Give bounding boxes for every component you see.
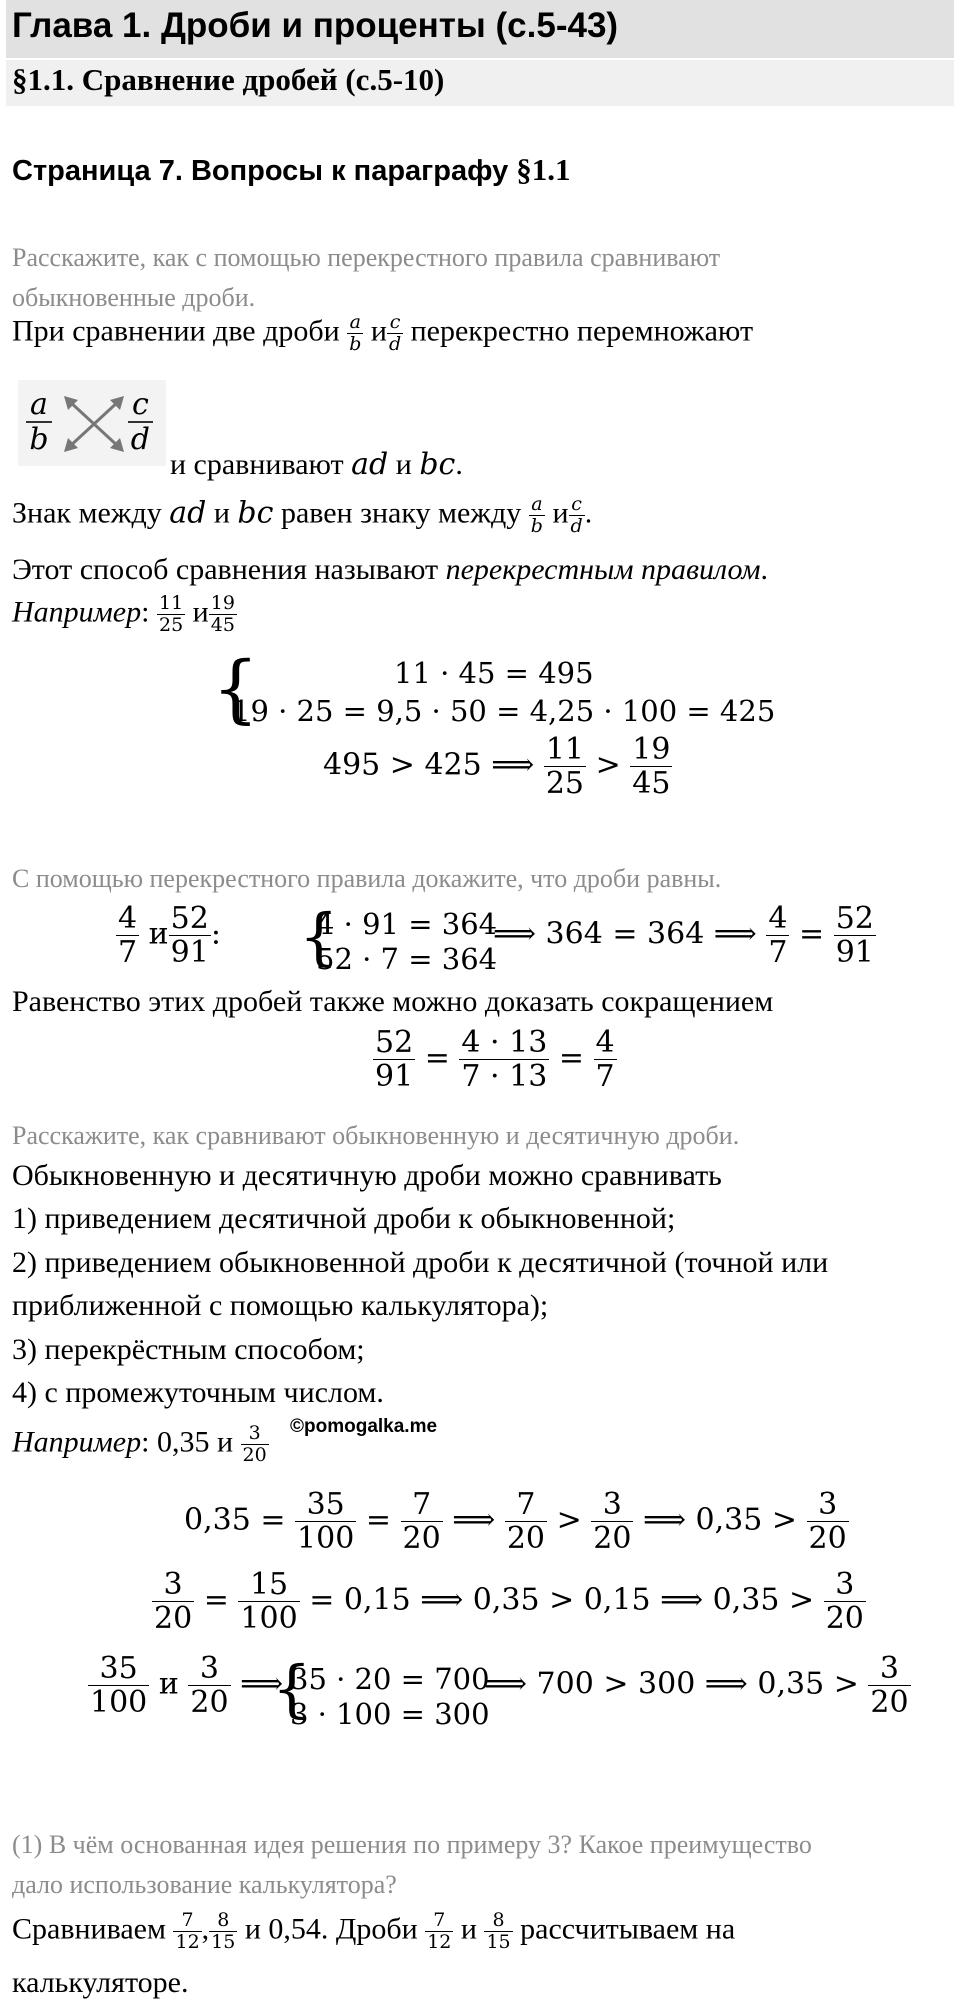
fraction-den: 12 xyxy=(427,1930,452,1953)
fraction-num: c xyxy=(128,388,153,423)
fraction-num: 7 xyxy=(401,1488,443,1522)
q4-text-a: Сравниваем xyxy=(12,1912,174,1946)
fraction-num: 19 xyxy=(210,592,235,614)
fraction-num: 3 xyxy=(188,1652,230,1686)
fraction-c-d xyxy=(387,312,403,355)
reduction-eq-1: = xyxy=(424,1040,450,1076)
system-2-line-1: 4 · 91 = 364 xyxy=(316,907,498,941)
fraction-den: d xyxy=(570,514,583,537)
fraction-7-20 xyxy=(505,1488,547,1555)
product-ad: ad xyxy=(169,495,207,531)
row1-text-a: 0,35 = xyxy=(184,1502,286,1538)
chapter-title: Глава 1. Дроби и проценты (с.5-43) xyxy=(12,6,619,45)
fraction-den: 20 xyxy=(242,1443,267,1466)
q3-row-1 xyxy=(184,1488,849,1555)
q3-row-2 xyxy=(152,1568,866,1635)
fraction-11-25 xyxy=(544,733,586,800)
fraction-3-20 xyxy=(591,1488,633,1555)
example-rest: : 0,35 и xyxy=(141,1425,234,1459)
fraction-num: 3 xyxy=(591,1488,633,1522)
fraction-num: 8 xyxy=(484,1910,512,1932)
rule-dot: . xyxy=(760,553,768,586)
row1-eq: = xyxy=(365,1502,391,1538)
example-1-line xyxy=(12,593,237,636)
fraction-35-100 xyxy=(88,1652,149,1719)
fraction-3-20 xyxy=(824,1568,866,1635)
fraction-den: 100 xyxy=(240,1601,298,1636)
q3-item-2a: 2) приведением обыкновенной дроби к десятичной (точной или xyxy=(12,1246,829,1279)
fraction-3-20 xyxy=(807,1488,849,1555)
fraction-15-100 xyxy=(238,1568,299,1635)
fraction-den: b xyxy=(349,332,362,355)
question-4-line-2: дало использование калькулятора? xyxy=(12,1870,397,1899)
sign-line xyxy=(12,494,592,537)
row3-arrow: ⟹ xyxy=(240,1666,284,1702)
fraction-den: 15 xyxy=(211,1930,236,1953)
sign-text-a: Знак между xyxy=(12,496,170,530)
fraction-7-12 xyxy=(425,1910,453,1953)
compare-dot: . xyxy=(455,448,463,481)
fraction-den: 100 xyxy=(90,1685,148,1720)
question-1-line-2: обыкновенные дроби. xyxy=(12,283,256,312)
q2-result xyxy=(493,902,876,969)
rule-text: Этот способ сравнения называют xyxy=(12,553,446,586)
cross-arrows-icon xyxy=(62,394,126,454)
fraction-3-20 xyxy=(241,1423,269,1466)
fraction-num: c xyxy=(387,312,403,334)
diagram-fraction-c-d xyxy=(128,388,153,456)
q4-text-c: рассчитываем на xyxy=(512,1912,736,1946)
question-2: С помощью перекрестного правила докажите, что дроби равны. xyxy=(12,864,722,893)
q2-colon: : xyxy=(210,916,221,952)
fraction-3-20 xyxy=(152,1568,194,1635)
rule-name-line xyxy=(12,553,768,587)
row3-and: и xyxy=(158,1666,179,1702)
q4-answer-line-2: калькуляторе. xyxy=(12,1966,189,1999)
reduction-eq-2: = xyxy=(558,1040,584,1076)
fraction-num: 4 xyxy=(118,901,138,936)
product-bc: bc xyxy=(237,495,274,531)
system-brace-3: { xyxy=(272,1652,312,1725)
fraction-num: 52 xyxy=(375,1025,414,1060)
question-4-line-1: (1) В чём основанная идея решения по примеру 3? Какое преимущество xyxy=(12,1830,812,1859)
fraction-den: 7 xyxy=(768,935,788,970)
fraction-den: 91 xyxy=(170,935,209,970)
rule-name: перекрестным правилом xyxy=(445,553,761,586)
fraction-num: 19 xyxy=(632,732,671,767)
fraction-den: d xyxy=(130,422,151,457)
fraction-a-b xyxy=(347,312,363,355)
example-label: Например xyxy=(12,595,142,629)
q2-and: и xyxy=(148,916,169,952)
system-3-line-2: 3 · 100 = 300 xyxy=(290,1697,490,1731)
q2-eq: = xyxy=(799,916,825,952)
fraction-den: 20 xyxy=(825,1601,864,1636)
q3-item-1: 1) приведением десятичной дроби к обыкновенной; xyxy=(12,1202,676,1235)
sign-dot: . xyxy=(584,496,593,530)
fraction-num: a xyxy=(347,312,363,334)
fraction-den: 12 xyxy=(175,1930,200,1953)
fraction-den: 25 xyxy=(545,766,585,801)
page-title-text: Страница 7. Вопросы к параграфу xyxy=(12,155,517,187)
fraction-den: 45 xyxy=(210,613,235,636)
row3-text: ⟹ 700 > 300 ⟹ 0,35 > xyxy=(484,1666,859,1702)
sign-and-2: и xyxy=(552,496,569,530)
fraction-num: a xyxy=(529,494,545,516)
fraction-den: b xyxy=(530,514,543,537)
fraction-7-12 xyxy=(173,1910,201,1953)
fraction-den: 20 xyxy=(402,1521,441,1556)
example-3-line xyxy=(12,1423,269,1466)
q1-line1-rest: перекрестно перемножают xyxy=(410,314,754,348)
fraction-den: 15 xyxy=(486,1930,511,1953)
q1-line1-and: и xyxy=(370,314,387,348)
q4-and: и xyxy=(453,1912,485,1946)
product-ad: ad xyxy=(351,447,389,482)
fraction-35-100 xyxy=(295,1488,356,1555)
fraction-4-7 xyxy=(766,902,789,969)
q2-result-text: ⟹ 364 = 364 ⟹ xyxy=(493,916,757,952)
question-3: Расскажите, как сравнивают обыкновенную и десятичную дроби. xyxy=(12,1121,740,1150)
fraction-num: 52 xyxy=(170,901,209,936)
q4-text-b: и 0,54. Дроби xyxy=(237,1912,426,1946)
fraction-den: 45 xyxy=(632,766,671,801)
fraction-den: 20 xyxy=(154,1601,193,1636)
sign-and: и xyxy=(206,496,238,530)
row1-gt: > xyxy=(556,1502,582,1538)
fraction-den: 91 xyxy=(375,1059,414,1094)
result-1-text: 495 > 425 ⟹ xyxy=(323,747,535,783)
fraction-num: 3 xyxy=(807,1488,849,1522)
q3-item-2b: приближенной с помощью калькулятора); xyxy=(12,1289,549,1322)
product-bc: bc xyxy=(419,447,456,482)
fraction-num: 35 xyxy=(88,1652,149,1686)
q2-reduction xyxy=(373,1026,617,1093)
fraction-4-7 xyxy=(594,1026,617,1093)
fraction-num: 7 xyxy=(505,1488,547,1522)
fraction-den: 20 xyxy=(870,1685,909,1720)
fraction-num: 11 xyxy=(545,732,585,767)
compare-line xyxy=(170,447,463,482)
row2-text: = 0,15 ⟹ 0,35 > 0,15 ⟹ 0,35 > xyxy=(309,1582,815,1618)
fraction-num: 35 xyxy=(295,1488,356,1522)
fraction-num: 3 xyxy=(152,1568,194,1602)
system-1-line-1: 11 · 45 = 495 xyxy=(394,656,594,690)
system-brace-1: { xyxy=(212,646,260,732)
fraction-den: d xyxy=(388,332,402,355)
page-title-tag: §1.1 xyxy=(516,152,571,187)
fraction-den: 20 xyxy=(190,1685,229,1720)
diagram-fraction-a-b xyxy=(26,388,52,456)
question-1-line-1: Расскажите, как с помощью перекрестного правила сравнивают xyxy=(12,243,721,272)
fraction-52-91 xyxy=(373,1026,415,1093)
system-1-line-2: 19 · 25 = 9,5 · 50 = 4,25 · 100 = 425 xyxy=(232,694,776,728)
q3-item-4: 4) с промежуточным числом. xyxy=(12,1376,384,1409)
fraction-num: 3 xyxy=(241,1423,269,1445)
fraction-num: 7 xyxy=(173,1910,201,1932)
fraction-den: 20 xyxy=(808,1521,847,1556)
system-2-line-2: 52 · 7 = 364 xyxy=(316,942,498,976)
fraction-8-15 xyxy=(484,1910,512,1953)
q3-line-0: Обыкновенную и десятичную дроби можно сравнивать xyxy=(12,1159,722,1192)
fraction-num: 8 xyxy=(209,1910,237,1932)
fraction-den: 7 xyxy=(118,935,138,970)
system-brace-2: { xyxy=(299,900,339,973)
q3-item-3: 3) перекрёстным способом; xyxy=(12,1333,365,1366)
fraction-num: 3 xyxy=(868,1652,910,1686)
fraction-num: c xyxy=(569,494,585,516)
fraction-3-20 xyxy=(188,1652,230,1719)
page-title xyxy=(12,152,571,188)
fraction-den: b xyxy=(29,422,49,457)
fraction-den: 20 xyxy=(593,1521,632,1556)
q4-comma: , xyxy=(201,1912,210,1946)
example-colon: : xyxy=(141,595,150,629)
compare-and: и xyxy=(388,448,420,481)
fraction-8-15 xyxy=(209,1910,237,1953)
result-1-gt: > xyxy=(595,747,621,783)
q2-fractions xyxy=(116,902,221,969)
fraction-num: 3 xyxy=(824,1568,866,1602)
example-label: Например xyxy=(12,1425,142,1459)
fraction-den: 7 · 13 xyxy=(461,1059,548,1094)
example-and: и xyxy=(192,595,209,629)
fraction-num: 7 xyxy=(425,1910,453,1932)
fraction-num: 52 xyxy=(835,901,874,936)
fraction-7-20 xyxy=(401,1488,443,1555)
compare-text: и сравнивают xyxy=(170,448,352,481)
fraction-a-b xyxy=(529,494,545,537)
q3-row-3 xyxy=(88,1652,283,1719)
watermark: ©pomogalka.me xyxy=(290,1416,438,1437)
fraction-num: a xyxy=(26,388,52,423)
row1-text-c: ⟹ 0,35 > xyxy=(642,1502,797,1538)
q1-answer-line-1 xyxy=(12,312,753,355)
fraction-den: 91 xyxy=(835,935,874,970)
q1-line1-text: При сравнении две дроби xyxy=(12,314,340,348)
cross-rule-diagram xyxy=(18,380,166,466)
fraction-4-7 xyxy=(116,902,139,969)
q2-also-text: Равенство этих дробей также можно доказать сокращением xyxy=(12,985,774,1018)
fraction-52-91 xyxy=(834,902,876,969)
q3-row-3-result xyxy=(484,1652,911,1719)
row1-arrow: ⟹ xyxy=(452,1502,496,1538)
fraction-3-20 xyxy=(868,1652,910,1719)
fraction-num: 4 xyxy=(768,901,788,936)
sign-text-b: равен знаку между xyxy=(273,496,522,530)
result-1 xyxy=(323,733,672,800)
fraction-den: 20 xyxy=(506,1521,546,1556)
row2-eq: = xyxy=(203,1582,229,1618)
fraction-den: 25 xyxy=(158,613,184,636)
fraction-4x13-7x13 xyxy=(459,1026,549,1093)
fraction-19-45 xyxy=(209,593,237,636)
system-3-line-1: 35 · 20 = 700 xyxy=(290,1662,490,1696)
fraction-den: 100 xyxy=(297,1521,355,1556)
fraction-den: 7 xyxy=(595,1059,615,1094)
fraction-num: 4 xyxy=(595,1025,615,1060)
q4-answer-line xyxy=(12,1910,735,1953)
fraction-c-d xyxy=(569,494,585,537)
fraction-num: 11 xyxy=(158,592,184,614)
fraction-num: 4 · 13 xyxy=(461,1025,548,1060)
section-title: §1.1. Сравнение дробей (с.5-10) xyxy=(12,62,445,97)
fraction-num: 15 xyxy=(238,1568,299,1602)
fraction-52-91 xyxy=(169,902,211,969)
fraction-11-25 xyxy=(157,593,185,636)
fraction-19-45 xyxy=(630,733,672,800)
